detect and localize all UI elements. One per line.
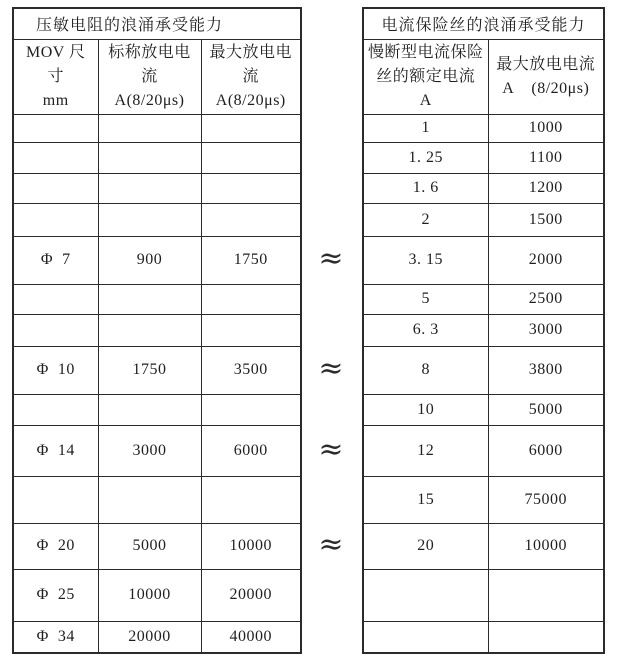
table-cell [98, 203, 201, 236]
table-row [13, 114, 301, 142]
table-cell [98, 284, 201, 314]
table-header-row [363, 39, 604, 114]
table-row [363, 394, 604, 425]
table-row [363, 142, 604, 173]
table-row [363, 173, 604, 203]
table-row [363, 314, 604, 346]
table-cell: 20000 [201, 569, 301, 621]
header-line: A(8/20μs) [114, 91, 185, 109]
fuse-surge-table [362, 7, 605, 654]
approx-equal-symbol: ≈ [318, 432, 344, 467]
table-cell [13, 314, 98, 346]
column-header-mov-size [13, 39, 98, 114]
table-cell [201, 476, 301, 523]
table-cell [201, 203, 301, 236]
header-line: 最大放电电流 [496, 55, 596, 73]
column-header-nominal-current [98, 39, 201, 114]
table-cell: 40000 [201, 621, 301, 653]
table-row [13, 346, 301, 394]
table-cell: Φ 34 [13, 621, 98, 653]
header-line: 最大放电电 [209, 43, 293, 61]
table-row [13, 476, 301, 523]
table-cell: 1500 [488, 203, 604, 236]
table-cell: 10 [363, 394, 488, 425]
table-cell: 1. 6 [363, 173, 488, 203]
table-title-row [13, 8, 301, 39]
header-line: 流 [141, 67, 158, 85]
header-line: A [419, 91, 432, 109]
table-cell [488, 621, 604, 653]
table-cell: 2000 [488, 236, 604, 284]
table-title-row [363, 8, 604, 39]
mov-surge-table [12, 7, 302, 654]
table-cell: 3. 15 [363, 236, 488, 284]
table-cell: 1 [363, 114, 488, 142]
table-cell: 5 [363, 284, 488, 314]
table-cell [13, 142, 98, 173]
table-header-row [13, 39, 301, 114]
table-cell: 6000 [488, 425, 604, 476]
table-cell [98, 476, 201, 523]
table-cell: 1100 [488, 142, 604, 173]
table-row [363, 346, 604, 394]
approx-equal-symbol: ≈ [318, 527, 344, 562]
table-cell [201, 314, 301, 346]
table-row [13, 203, 301, 236]
column-header-max-current [201, 39, 301, 114]
table-row [363, 523, 604, 569]
table-cell: 6. 3 [363, 314, 488, 346]
table-row [13, 523, 301, 569]
table-cell [13, 203, 98, 236]
header-line: 标称放电电 [108, 43, 191, 61]
table-cell [98, 114, 201, 142]
table-cell: 1. 25 [363, 142, 488, 173]
header-line: 慢断型电流保险 [367, 43, 484, 61]
table-cell: 8 [363, 346, 488, 394]
table-cell [201, 142, 301, 173]
table-cell [488, 569, 604, 621]
table-cell: 2500 [488, 284, 604, 314]
table-cell [201, 394, 301, 425]
table-cell [98, 142, 201, 173]
table-cell [98, 394, 201, 425]
column-header-max-discharge-current [488, 39, 604, 114]
header-line: A(8/20μs) [215, 91, 286, 109]
table-row [13, 425, 301, 476]
table-row [13, 236, 301, 284]
header-line: 寸 [47, 67, 64, 85]
table-cell: 10000 [488, 523, 604, 569]
table-cell [98, 314, 201, 346]
table-cell: 1200 [488, 173, 604, 203]
table-cell: 1000 [488, 114, 604, 142]
table-cell: 1750 [98, 346, 201, 394]
mov-table-title: 压敏电阻的浪涌承受能力 [13, 8, 301, 39]
table-cell: Φ 20 [13, 523, 98, 569]
table-cell: 2 [363, 203, 488, 236]
table-row [13, 621, 301, 653]
table-cell: 20 [363, 523, 488, 569]
table-cell [13, 284, 98, 314]
table-cell: Φ 25 [13, 569, 98, 621]
table-cell [13, 476, 98, 523]
table-row [13, 284, 301, 314]
table-cell [363, 621, 488, 653]
table-cell: Φ 10 [13, 346, 98, 394]
table-row [363, 284, 604, 314]
table-cell: 10000 [201, 523, 301, 569]
table-row [13, 142, 301, 173]
table-cell: 3800 [488, 346, 604, 394]
fuse-table-title: 电流保险丝的浪涌承受能力 [363, 8, 604, 39]
table-row [13, 569, 301, 621]
table-cell: Φ 7 [13, 236, 98, 284]
table-cell: 5000 [488, 394, 604, 425]
header-line: MOV 尺 [25, 43, 86, 61]
table-cell: 6000 [201, 425, 301, 476]
table-cell: 20000 [98, 621, 201, 653]
table-cell [13, 173, 98, 203]
table-cell [201, 284, 301, 314]
table-cell: 1750 [201, 236, 301, 284]
table-cell [13, 394, 98, 425]
table-cell: 3000 [98, 425, 201, 476]
table-row [363, 203, 604, 236]
table-row [13, 394, 301, 425]
table-cell: 15 [363, 476, 488, 523]
table-cell [201, 114, 301, 142]
table-cell: 75000 [488, 476, 604, 523]
table-cell: 900 [98, 236, 201, 284]
table-cell: 12 [363, 425, 488, 476]
table-row [13, 173, 301, 203]
table-cell: 3000 [488, 314, 604, 346]
table-row [363, 621, 604, 653]
table-row [363, 425, 604, 476]
table-cell: Φ 14 [13, 425, 98, 476]
table-row [13, 314, 301, 346]
approx-equal-symbol: ≈ [318, 241, 344, 276]
table-cell [98, 173, 201, 203]
table-cell: 3500 [201, 346, 301, 394]
table-row [363, 476, 604, 523]
column-header-fuse-rated-current [363, 39, 488, 114]
table-cell: 10000 [98, 569, 201, 621]
table-row [363, 114, 604, 142]
header-line: 丝的额定电流 [376, 67, 476, 85]
table-cell [363, 569, 488, 621]
header-line: mm [42, 91, 69, 109]
table-cell [201, 173, 301, 203]
table-cell [13, 114, 98, 142]
table-cell: 5000 [98, 523, 201, 569]
header-line: A (8/20μs) [502, 79, 590, 97]
approx-equal-symbol: ≈ [318, 351, 344, 386]
header-line: 流 [242, 67, 260, 85]
table-row [363, 236, 604, 284]
table-row [363, 569, 604, 621]
